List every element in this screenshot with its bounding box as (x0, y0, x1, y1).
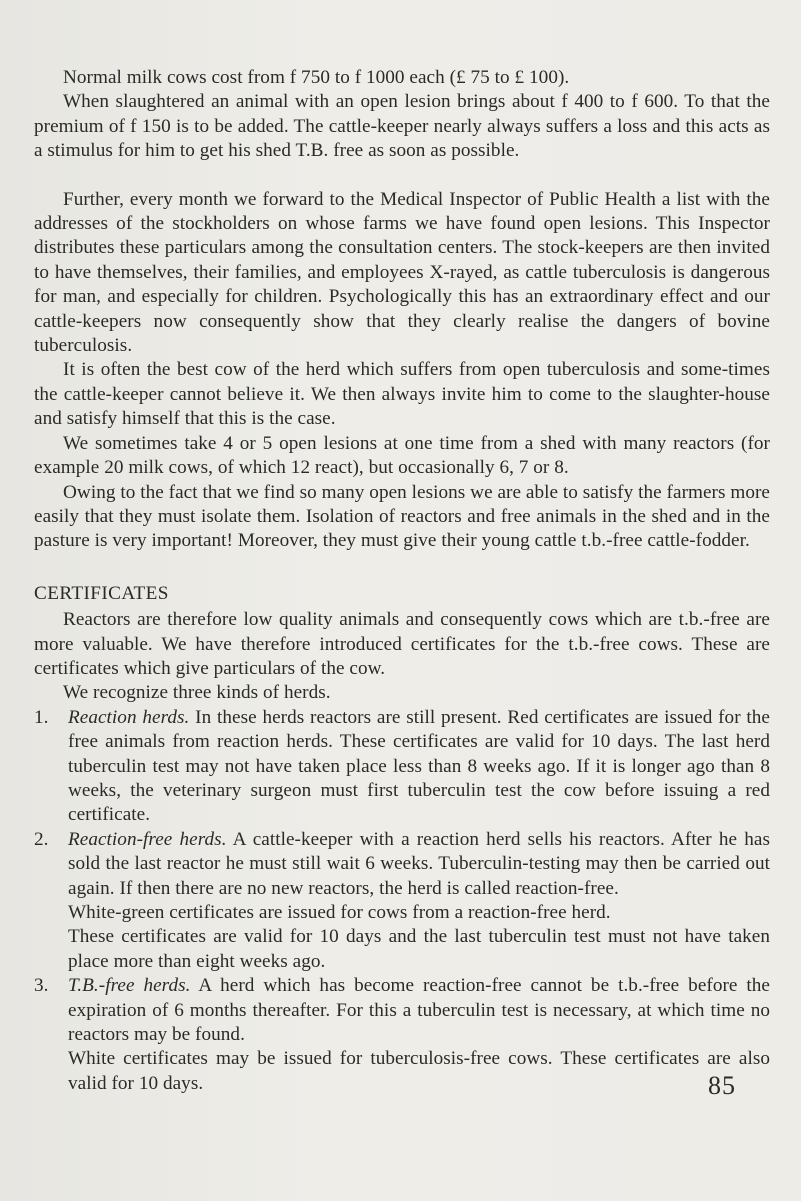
list-item-body (68, 706, 770, 828)
paragraph-isolation: Owing to the fact that we find so many open lesions we are able to satisfy the farmers more easily that they must isolate them. Isolation of reactors and free animals in the shed and in the pasture is very important! Moreover, they must give their young cattle t.b.-free cattle-fodder. (34, 481, 770, 552)
paragraph-medical-inspector: Further, every month we forward to the Medical Inspector of Public Health a list with the addresses of the stockholders on whose farms we have found open lesions. This Inspector distributes these particulars among the consultation centers. The stock-keepers are then invited to have themselves, their families, and employees X-rayed, as cattle tuberculosis is dangerous for man, and especially for children. Psychologically this has an extraordinary effect and our cattle-keepers now consequently show that they clearly realise the dangers of bovine tuberculosis. (34, 188, 770, 357)
list-item-reaction-free-herds (34, 828, 770, 974)
page-number: 85 (708, 1071, 736, 1100)
list-item-text: In these herds reactors are still present. Red certificates are issued for the free animals from reaction herds. These certificates are valid for 10 days. The last herd tuberculin test may not have taken place less than 8 weeks ago. If it is longer ago than 8 weeks, the veterinary surgeon must first tuberculin test the cow before issuing a red certificate. (68, 706, 770, 826)
paragraph-best-cow: It is often the best cow of the herd which suffers from open tuberculosis and some-times the cattle-keeper cannot believe it. We then always invite him to come to the slaughter-house and satisfy himself that this is the case. (34, 359, 770, 430)
list-item-number: 2. (34, 828, 49, 850)
paragraph-open-lesions-count: We sometimes take 4 or 5 open lesions at one time from a shed with many reactors (for example 20 milk cows, of which 12 react), but occasionally 6, 7 or 8. (34, 432, 770, 479)
list-item-title: T.B.-free herds. (68, 975, 191, 997)
list-item-title: Reaction-free herds. (68, 828, 227, 850)
list-item-body (68, 828, 770, 901)
list-item-text: A cattle-keeper with a reaction herd sells his reactors. After he has sold the last reactor he must still wait 6 weeks. Tuberculin-testing may then be carried out again. If then there are no new reactors, the herd is called reaction-free. (68, 828, 770, 899)
section-heading-certificates: CERTIFICATES (34, 582, 169, 604)
paragraph-certificates-intro: Reactors are therefore low quality animals and consequently cows which are t.b.-free are more valuable. We have therefore introduced certificates for the t.b.-free cows. These are certificates which give particulars of the cow. (34, 609, 770, 679)
list-item-tb-free-herds (34, 974, 770, 1096)
list-item-text: A herd which has become reaction-free cannot be t.b.-free before the expiration of 6 months thereafter. For this a tuberculin test is necessary, at which time no reactors may be found. (68, 975, 770, 1046)
list-item-body (68, 974, 770, 1047)
paragraph-slaughter-value: When slaughtered an animal with an open lesion brings about f 400 to f 600. To that the premium of f 150 is to be added. The cattle-keeper nearly always suffers a loss and this acts as a stimulus for him to get his shed T.B. free as soon as possible. (34, 91, 770, 162)
body-text (34, 66, 770, 1096)
list-item-reaction-herds (34, 706, 770, 828)
list-item-number: 3. (34, 975, 49, 997)
list-item-extra: White certificates may be issued for tuberculosis-free cows. These certificates are also valid for 10 days. (68, 1048, 770, 1094)
list-item-title: Reaction herds. (68, 706, 190, 728)
list-item-number: 1. (34, 706, 49, 728)
list-item-extra: These certificates are valid for 10 days and the last tuberculin test must not have taken place more than eight weeks ago. (68, 926, 770, 972)
list-item-extra: White-green certificates are issued for cows from a reaction-free herd. (68, 902, 611, 923)
paragraph-herd-kinds: We recognize three kinds of herds. (63, 682, 331, 704)
paragraph-cow-cost: Normal milk cows cost from f 750 to f 1000 each (£ 75 to £ 100). (63, 67, 570, 88)
